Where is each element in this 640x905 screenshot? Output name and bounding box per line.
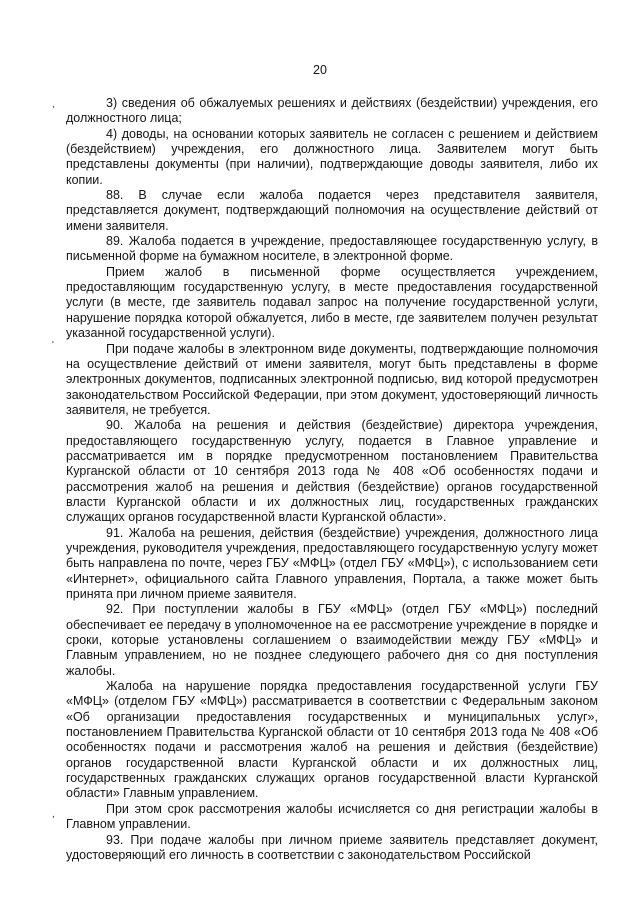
paragraph-91: 91. Жалоба на решения, действия (бездействие) учреждения, должностного лица учреждения, руководителя учреждения, предоставляющего государственную услугу может быть направлена по почте, через ГБУ «МФЦ» (отдел ГБУ «МФЦ»), с использованием сети «Интернет», официального сайта Главного управления, Портала, а также может быть принята при личном приеме заявителя. [66, 525, 598, 601]
paragraph-88: 88. В случае если жалоба подается через представителя заявителя, представляется документ, подтверждающий полномочия на осуществление действий от имени заявителя. [66, 188, 598, 233]
margin-mark: , [52, 99, 55, 110]
margin-mark: ' [52, 340, 54, 351]
paragraph-item-3: 3) сведения об обжалуемых решениях и действиях (бездействии) учреждения, его должностного лица; [66, 96, 598, 126]
margin-mark: , [52, 809, 55, 820]
paragraph-mfc-complaint: Жалоба на нарушение порядка предоставления государственной услуги ГБУ «МФЦ» (отделом ГБУ «МФЦ») рассматривается в соответствии с Федеральным законом «Об организации предоставления государственных и муниципальных услуг», постановлением Правительства Курганской области от 10 сентября 2013 года № 408 «Об особенностях подачи и рассмотрения жалоб на решения и действия (бездействие) органов государственной власти Курганской области и их должностных лиц, государственных гражданских служащих органов государственной власти Курганской области» Главным управлением. [66, 679, 598, 801]
paragraph-93: 93. При подаче жалобы при личном приеме заявитель представляет документ, удостоверяющий его личность в соответствии с законодательством Российской [66, 832, 598, 862]
paragraph-electronic-complaint: При подаче жалобы в электронном виде документы, подтверждающие полномочия на осуществление действий от имени заявителя, могут быть представлены в форме электронных документов, подписанных электронной подписью, вид которой предусмотрен законодательством Российской Федерации, при этом документ, удостоверяющий личность заявителя, не требуется. [66, 341, 598, 417]
paragraph-review-period: При этом срок рассмотрения жалобы исчисляется со дня регистрации жалобы в Главном управлении. [66, 801, 598, 832]
paragraph-written-complaint: Прием жалоб в письменной форме осуществляется учреждением, предоставляющим государственную услугу, в месте предоставления государственной услуги (в месте, где заявитель подавал запрос на получение государственной услуги, нарушение порядка которой обжалуется, либо в месте, где заявителем получен результат указанной государственной услуги). [66, 264, 598, 341]
page-number: 20 [313, 63, 327, 77]
paragraph-item-4: 4) доводы, на основании которых заявитель не согласен с решением и действием (бездействием) учреждения, его должностного лица. Заявителем могут быть представлены документы (при наличии), подтверждающие доводы заявителя, либо их копии. [66, 126, 598, 187]
paragraph-92: 92. При поступлении жалобы в ГБУ «МФЦ» (отдел ГБУ «МФЦ») последний обеспечивает ее передачу в уполномоченное на ее рассмотрение учреждение в порядке и сроки, которые установлены соглашением о взаимодействии между ГБУ «МФЦ» и Главным управлением, но не позднее следующего рабочего дня со дня поступления жалобы. [66, 602, 598, 678]
paragraph-90: 90. Жалоба на решения и действия (бездействие) директора учреждения, предоставляющего государственную услугу, подается в Главное управление и рассматривается им в порядке предусмотренном постановлением Правительства Курганской области от 10 сентября 2013 года № 408 «Об особенностях подачи и рассмотрения жалоб на решения и действия (бездействие) органов государственной власти Курганской области и их должностных лиц, государственных гражданских служащих органов государственной власти Курганской области». [66, 418, 598, 525]
document-body [66, 96, 598, 863]
paragraph-89: 89. Жалоба подается в учреждение, предоставляющее государственную услугу, в письменной форме на бумажном носителе, в электронной форме. [66, 234, 598, 264]
